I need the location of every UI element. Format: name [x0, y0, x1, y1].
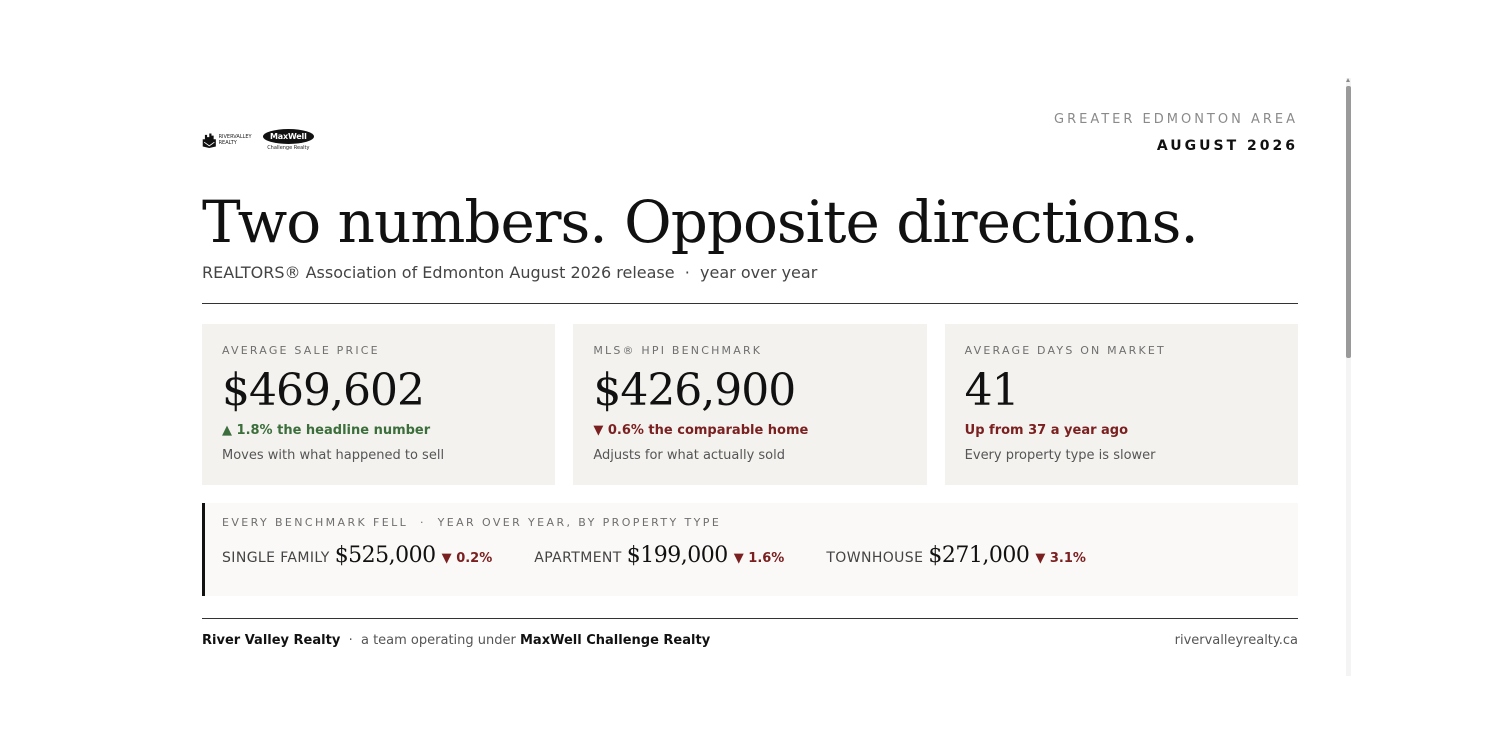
report-region — [1054, 112, 1298, 154]
city-skyline-icon — [202, 129, 217, 151]
card-change: ▲ 1.8% the headline number — [222, 422, 431, 438]
report-footer — [202, 633, 1298, 651]
card-value: 41 — [964, 364, 1019, 416]
maxwell-logo — [263, 129, 314, 151]
benchmark-townhouse — [826, 543, 1086, 568]
card-change: Up from 37 a year ago — [964, 422, 1129, 438]
benchmark-list — [222, 543, 1281, 568]
benchmark-price: $525,000 — [334, 542, 436, 568]
maxwell-subtitle: Challenge Realty — [267, 145, 310, 151]
footer-team: River Valley Realty — [202, 632, 341, 648]
card-label: AVERAGE DAYS ON MARKET — [964, 343, 1166, 357]
report-date: AUGUST 2026 — [1156, 138, 1298, 154]
region-name: GREATER EDMONTON AREA — [1054, 112, 1298, 127]
benchmark-single-family — [222, 543, 492, 568]
card-label: AVERAGE SALE PRICE — [222, 343, 380, 357]
card-change: ▼ 0.6% the comparable home — [593, 422, 809, 438]
benchmark-type: APARTMENT — [534, 549, 622, 566]
footer-divider — [202, 618, 1298, 619]
benchmark-heading: EVERY BENCHMARK FELL · YEAR OVER YEAR, BY PROPERTY TYPE — [222, 515, 722, 529]
stat-cards — [202, 324, 1298, 485]
scroll-up-arrow-icon[interactable] — [1346, 78, 1350, 82]
benchmark-apartment — [534, 543, 784, 568]
benchmark-panel — [202, 503, 1298, 596]
header-divider — [202, 303, 1298, 304]
stat-card-hpi-benchmark — [573, 324, 926, 485]
report-header — [202, 100, 1298, 180]
page-subtitle: REALTORS® Association of Edmonton August 2026 release · year over year — [202, 262, 818, 282]
card-note: Moves with what happened to sell — [222, 447, 445, 463]
footer-website[interactable]: rivervalleyrealty.ca — [1174, 632, 1298, 648]
benchmark-change: ▼ 3.1% — [1035, 550, 1086, 566]
vertical-scrollbar[interactable] — [1346, 78, 1351, 676]
benchmark-type: SINGLE FAMILY — [222, 549, 330, 566]
benchmark-price: $199,000 — [626, 542, 728, 568]
market-report — [202, 100, 1298, 651]
footer-brokerage: MaxWell Challenge Realty — [520, 632, 711, 648]
card-label: MLS® HPI BENCHMARK — [593, 343, 763, 357]
card-note: Every property type is slower — [964, 447, 1156, 463]
benchmark-type: TOWNHOUSE — [826, 549, 924, 566]
river-valley-wordmark: RIVERVALLEY REALTY — [218, 134, 252, 146]
card-value: $426,900 — [593, 364, 796, 416]
footer-operating: a team operating under — [360, 632, 516, 648]
river-valley-logo — [202, 129, 257, 151]
card-value: $469,602 — [222, 364, 424, 416]
benchmark-price: $271,000 — [928, 542, 1030, 568]
benchmark-change: ▼ 0.2% — [441, 550, 493, 566]
card-note: Adjusts for what actually sold — [593, 447, 786, 463]
stat-card-days-on-market — [945, 324, 1298, 485]
scrollbar-thumb[interactable] — [1346, 86, 1351, 358]
maxwell-wordmark: MaxWell — [263, 129, 314, 144]
brand-logo — [202, 114, 312, 166]
footer-separator: · — [348, 632, 353, 648]
stat-card-average-sale-price — [202, 324, 555, 485]
page-title: Two numbers. Opposite directions. — [202, 188, 1198, 256]
benchmark-change: ▼ 1.6% — [733, 550, 785, 566]
